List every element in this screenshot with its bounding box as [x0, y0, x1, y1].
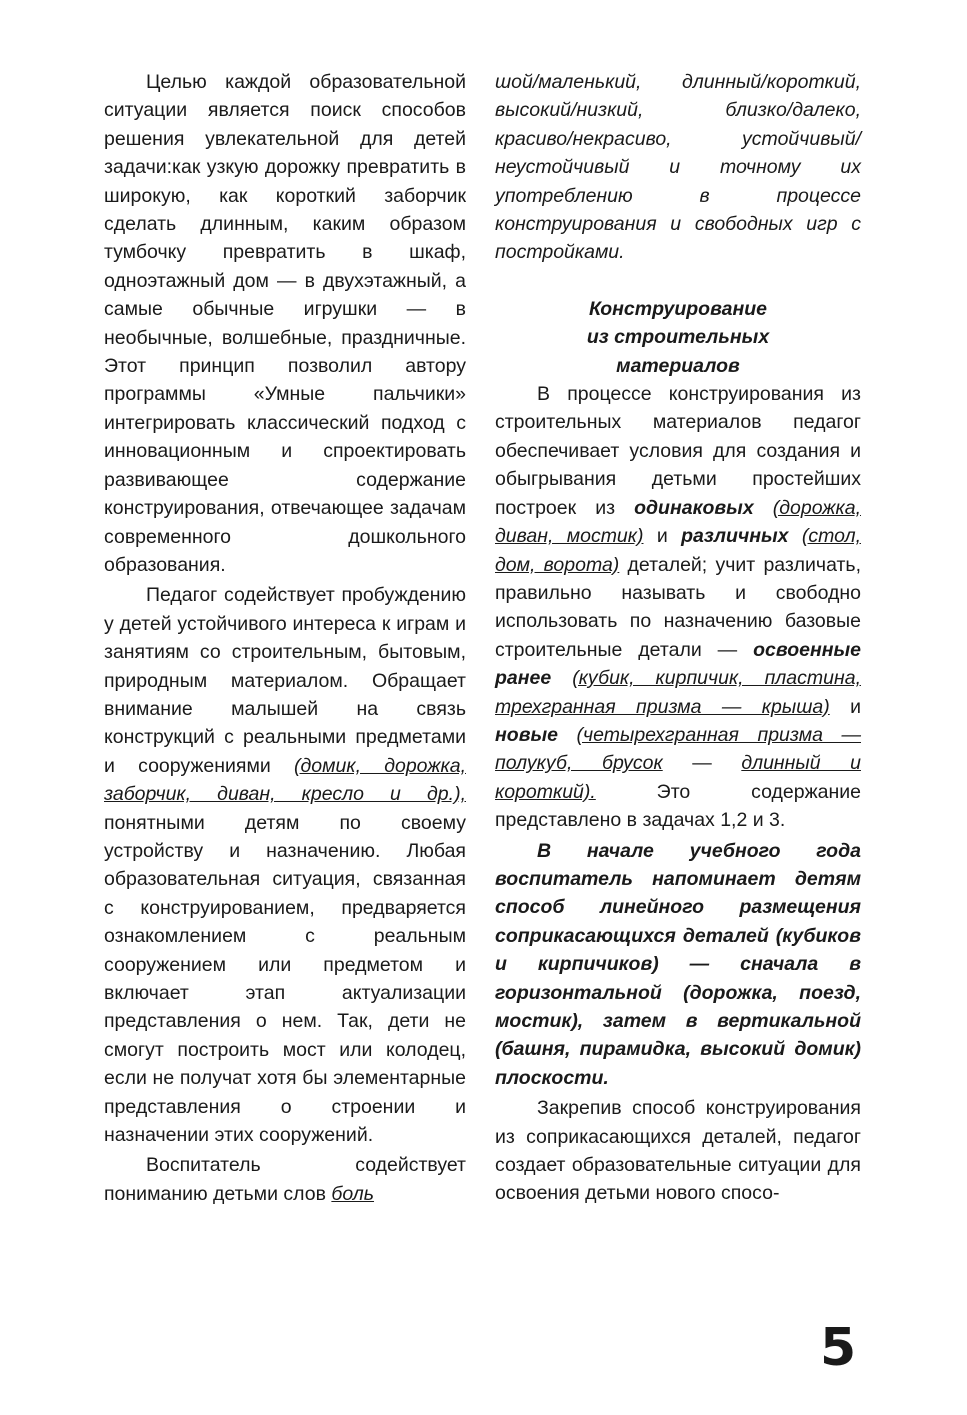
left-column [104, 68, 466, 1208]
bold-new: новые [495, 723, 558, 746]
right-column [495, 68, 861, 1208]
paragraph-construction [495, 380, 861, 835]
text-segment: и [829, 695, 862, 718]
heading-line-3: материалов [616, 354, 740, 377]
paragraph-consolidation: Закрепив способ конструирования из соприкасающихся деталей, педагог создает образовательные ситуации для освоения детьми нового спосо- [495, 1097, 861, 1205]
paragraph-educator-start: Воспитатель содействует пониманию детьми слов [104, 1154, 466, 1205]
paragraph-teacher [104, 581, 466, 1149]
text-segment: и [643, 525, 682, 548]
word-big: боль [331, 1182, 375, 1205]
text-segment: деталей; учит различать, правильно называть и свободно использовать по назначению базовые строительные детали — [495, 553, 861, 661]
examples-mastered: (кубик, кирпичик, пластина, трехгранная призма — крыша) [495, 667, 861, 718]
section-heading [495, 295, 861, 380]
heading-line-2: из строительных [586, 326, 770, 349]
page-number: 5 [820, 1318, 857, 1378]
paragraph-teacher-end: понятными детям по своему устройству и назначению. Любая образовательная ситуация, связанная с конструированием, предваряется ознакомлением с реальным сооружением или предметом и включает этап актуализации представления о нем. Так, дети не смогут построить мост или колодец, если не получат хотя бы элементарные представления о строении и назначении этих сооружений. [104, 811, 466, 1147]
paragraph-school-year: В начале учебного года воспитатель напоминает детям способ линейного размещения соприкасающихся деталей (кубиков и кирпичиков) — сначала в горизонтальной (дорожка, поезд, мостик), затем в вертикальной (башня, пирамидка, высокий домик) плоскости. [495, 839, 861, 1089]
paragraph-continuation: шой/маленький, длинный/короткий, высокий/низкий, близко/далеко, красиво/некрасиво, устойчивый/неустойчивый и точному их употреблению в процессе конструирования и свободных игр с постройками. [495, 71, 861, 264]
paragraph-goal: Целью каждой образовательной ситуации является поиск способов решения увлекательной для детей задачи:как узкую дорожку превратить в широкую, как короткий заборчик сделать длинным, каким образом тумбочку превратить в шкаф, одноэтажный дом — в двухэтажный, а самые обычные игрушки — в необычные, волшебные, праздничные. Этот принцип позволил автору программы «Умные пальчики» интегрировать классический подход с инновационным и спроектировать развивающее содержание конструирования, отвечающее задачам современного дошкольного образования. [104, 71, 466, 576]
examples-length: длинный и короткий). [495, 752, 861, 803]
paragraph-educator [104, 1151, 466, 1208]
bold-mastered: освоенные ранее [495, 638, 861, 690]
bold-identical: одинаковых [634, 496, 754, 519]
examples-different: (стол, дом, ворота) [495, 525, 861, 576]
heading-line-1: Конструирование [588, 297, 767, 320]
text-segment: — [662, 752, 742, 775]
text-segment: В процессе конструирования из строительных материалов педагог обеспечивает условия для создания и обыгрывания детьми простейших построек из [495, 383, 861, 519]
text-segment: Это содержание представлено в задачах 1,2 и 3. [495, 780, 861, 832]
bold-different: различных [681, 525, 789, 548]
examples-list: (домик, дорожка, заборчик, диван, кресло и др.), [104, 754, 466, 806]
examples-new: (четырехгранная призма — полукуб, брусок [495, 723, 861, 775]
paragraph-teacher-start: Педагог содействует пробуждению у детей устойчивого интереса к играм и занятиям со строительным, бытовым, природным материалом. Обращает внимание малышей на связь конструкций с реальными предметами и сооружениями [104, 584, 466, 777]
examples-identical: (дорожка, диван, мостик) [495, 496, 861, 548]
